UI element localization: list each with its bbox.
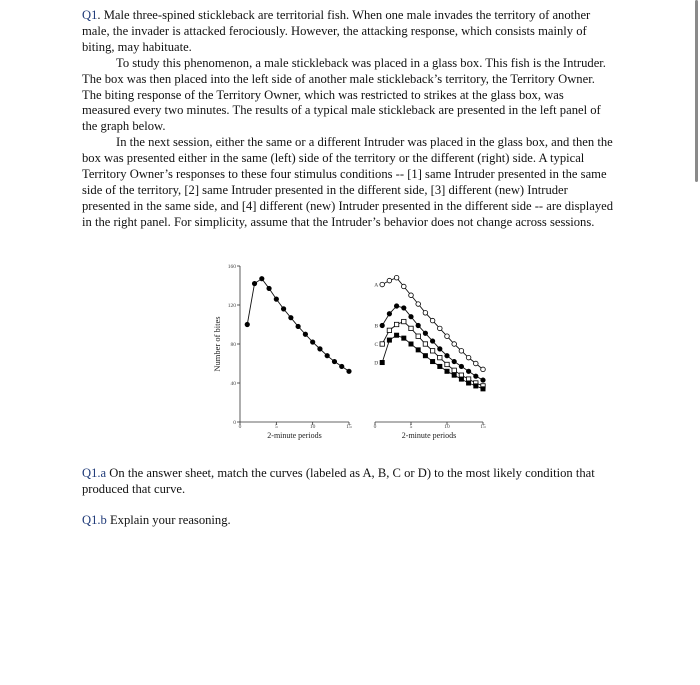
point-B [380, 323, 385, 328]
point-session-1 [347, 369, 352, 374]
point-A [394, 275, 399, 280]
point-B [474, 374, 479, 379]
x-tick-label: 15 [346, 424, 352, 430]
x-tick-label: 10 [444, 424, 450, 430]
point-session-1 [274, 297, 279, 302]
point-C [409, 326, 413, 330]
series-label-B: B [374, 323, 379, 330]
point-C [423, 342, 427, 346]
subquestion-b-label: Q1.b [82, 513, 107, 527]
point-C [445, 362, 449, 366]
point-D [459, 377, 463, 381]
point-D [394, 333, 398, 337]
x-tick-label: 10 [309, 424, 316, 430]
x-tick-label: 0 [373, 424, 377, 430]
series-label-C: C [374, 342, 379, 348]
point-C [438, 355, 442, 359]
point-A [409, 293, 414, 298]
x-axis-label-right: 2-minute periods [401, 431, 457, 440]
point-C [416, 334, 420, 338]
point-session-1 [325, 353, 330, 358]
question-paragraph-3: In the next session, either the same or a different Intruder was placed in the glass box, and then the box was presented either in the same (left) side of the territory or the different (right) side. A typical Territory Owner’s responses to these four stimulus conditions -- [1] same Intruder presented in the same side of the territory, [2] same Intruder presented in the different side, [3] different (new) Intruder presented in the same side, and [4] different (new) Intruder presented in the different side -- are displayed in the right panel. For simplicity, assume that the Intruder’s behavior does not change across sessions. [82, 135, 614, 229]
point-A [430, 318, 435, 323]
point-D [452, 373, 456, 377]
subquestion-a-label: Q1.a [82, 466, 107, 480]
point-session-1 [339, 364, 344, 369]
chart-marks [245, 275, 485, 391]
point-session-1 [289, 315, 294, 320]
point-D [445, 369, 449, 373]
point-session-1 [318, 347, 323, 352]
question-block [82, 8, 614, 231]
point-session-1 [260, 276, 265, 281]
point-A [387, 278, 392, 283]
series-line-C [382, 322, 483, 386]
point-session-1 [332, 359, 337, 364]
subquestion-a-text: On the answer sheet, match the curves (labeled as A, B, C or D) to the most likely condition that produced that curve. [82, 466, 595, 496]
question-paragraph-2: To study this phenomenon, a male stickleback was placed in a glass box. This fish is the Intruder. The box was then placed into the left side of another male stickleback’s territory, the Territory Owner. The biting response of the Territory Owner, which was restricted to strikes at the glass box, was measured every two minutes. The results of a typical male stickleback are presented in the left panel of the graph below. [82, 55, 606, 134]
point-B [466, 369, 471, 374]
x-tick-label: 5 [274, 424, 278, 430]
point-A [481, 367, 486, 372]
point-A [459, 349, 464, 354]
point-B [387, 311, 392, 316]
x-tick-label: 0 [238, 424, 242, 430]
point-A [466, 355, 471, 360]
point-B [481, 378, 486, 383]
point-B [423, 331, 428, 336]
series-label-A: A [374, 282, 379, 289]
point-A [402, 284, 407, 289]
point-B [430, 339, 435, 344]
y-tick-label: 40 [230, 381, 236, 387]
point-C [394, 322, 398, 326]
point-C [380, 342, 384, 346]
x-tick-label: 15 [480, 424, 486, 430]
y-tick-label: 80 [230, 342, 236, 348]
point-D [438, 364, 442, 368]
point-D [466, 381, 470, 385]
point-D [380, 360, 384, 364]
point-session-1 [281, 307, 286, 312]
point-C [402, 319, 406, 323]
point-session-1 [245, 322, 250, 327]
subquestion-b [82, 513, 614, 529]
point-A [380, 282, 385, 287]
point-session-1 [252, 281, 257, 286]
point-A [438, 326, 443, 331]
point-B [402, 306, 407, 311]
point-B [394, 304, 399, 309]
point-B [445, 353, 450, 358]
point-A [474, 361, 479, 366]
point-B [452, 359, 457, 364]
point-C [387, 328, 391, 332]
x-tick-label: 5 [409, 424, 413, 430]
point-A [445, 334, 450, 339]
subquestion-b-text: Explain your reasoning. [106, 513, 231, 527]
series-label-D: D [374, 360, 379, 367]
y-axis-label: Number of bites [212, 316, 222, 372]
point-D [387, 338, 391, 342]
question-paragraph-1 [82, 8, 614, 56]
scrollbar[interactable] [695, 0, 698, 182]
point-D [423, 354, 427, 358]
question-paragraph-1-text: . Male three-spined stickleback are territorial fish. When one male invades the territory of another male, the invader is attacked ferociously. However, the attacking response, which consists mainly of biting, may habituate. [82, 8, 591, 54]
point-A [416, 302, 421, 307]
question-label: Q1 [82, 8, 98, 22]
point-A [423, 311, 428, 316]
point-D [416, 348, 420, 352]
point-session-1 [267, 286, 272, 291]
habituation-chart [200, 258, 500, 450]
subquestion-a [82, 466, 614, 498]
point-A [452, 342, 457, 347]
point-D [430, 359, 434, 363]
point-D [474, 384, 478, 388]
point-B [409, 314, 414, 319]
point-D [481, 387, 485, 391]
point-B [459, 364, 464, 369]
point-B [416, 323, 421, 328]
point-B [438, 347, 443, 352]
x-axis-label-left: 2-minute periods [267, 431, 322, 440]
point-D [409, 342, 413, 346]
y-tick-label: 120 [227, 303, 236, 309]
point-session-1 [296, 324, 301, 329]
y-tick-label: 160 [227, 264, 236, 270]
point-C [452, 368, 456, 372]
point-session-1 [310, 340, 315, 345]
point-D [402, 336, 406, 340]
point-C [430, 349, 434, 353]
point-session-1 [303, 332, 308, 337]
y-tick-label: 0 [233, 420, 236, 426]
